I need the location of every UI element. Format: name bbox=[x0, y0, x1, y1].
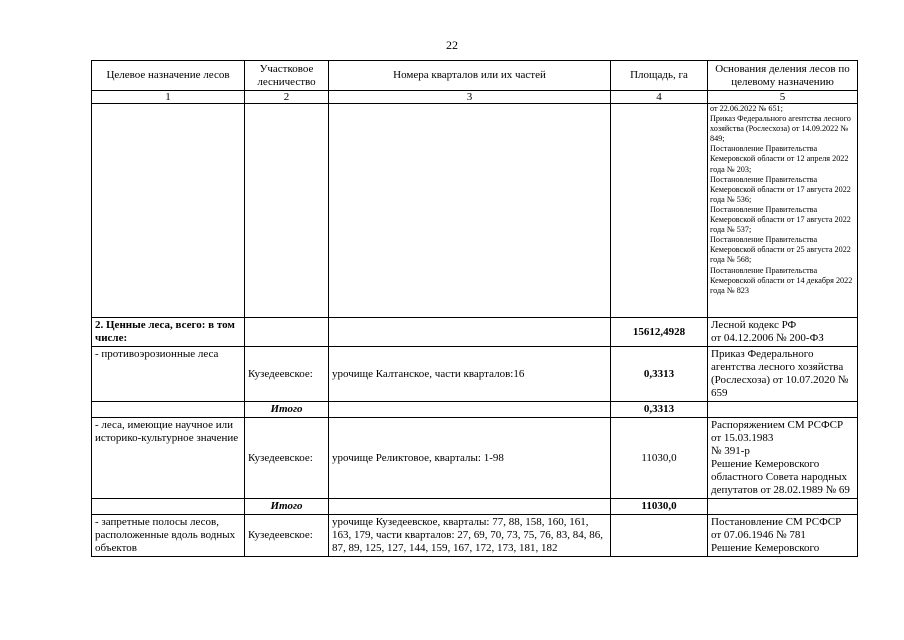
cell-empty bbox=[329, 499, 611, 515]
table-row-scientific bbox=[92, 418, 858, 499]
cell-basis bbox=[708, 515, 858, 557]
cell-purpose: - леса, имеющие научное или историко-культурное значение bbox=[92, 418, 245, 499]
column-number: 3 bbox=[329, 91, 611, 104]
header-forestry: Участковое лесничество bbox=[245, 61, 329, 91]
cell-empty bbox=[92, 402, 245, 418]
page-number: 22 bbox=[446, 38, 458, 52]
basis-text: Постановление СМ РСФСР от 07.06.1946 № 781 Решение Кемеровского bbox=[711, 516, 842, 554]
cell-total-label: Итого bbox=[245, 402, 329, 418]
cell-total-area: 0,3313 bbox=[611, 402, 708, 418]
table-row-erosion bbox=[92, 347, 858, 402]
cell-basis bbox=[708, 104, 858, 318]
table-row-continuation bbox=[92, 104, 858, 318]
column-number: 4 bbox=[611, 91, 708, 104]
cell-empty bbox=[611, 104, 708, 318]
column-number: 1 bbox=[92, 91, 245, 104]
cell-empty bbox=[329, 318, 611, 347]
table-row-erosion-total bbox=[92, 402, 858, 418]
cell-quarters: урочище Реликтовое, кварталы: 1-98 bbox=[329, 418, 611, 499]
table-header-row bbox=[92, 61, 858, 91]
basis-text: Распоряжением СМ РСФСР от 15.03.1983 № 391-р Решение Кемеровского областного Совета народных депутатов от 28.02.1989 № 69 bbox=[711, 419, 850, 496]
cell-forestry: Кузедеевское: bbox=[245, 515, 329, 557]
cell-quarters: урочище Кузедеевское, кварталы: 77, 88, 158, 160, 161, 163, 179, части кварталов: 27, 69, 70, 73, 75, 76, 83, 84, 86, 87, 89, 125, 127, 144, 159, 167, 172, 173, 181, 182 bbox=[329, 515, 611, 557]
cell-empty bbox=[245, 318, 329, 347]
column-number: 2 bbox=[245, 91, 329, 104]
cell-empty bbox=[708, 499, 858, 515]
header-quarters: Номера кварталов или их частей bbox=[329, 61, 611, 91]
cell-empty bbox=[708, 402, 858, 418]
cell-forestry: Кузедеевское: bbox=[245, 418, 329, 499]
cell-forestry: Кузедеевское: bbox=[245, 347, 329, 402]
forest-purpose-table bbox=[91, 60, 858, 557]
cell-empty bbox=[92, 499, 245, 515]
cell-basis bbox=[708, 318, 858, 347]
basis-text: от 22.06.2022 № 651; Приказ Федерального агентства лесного хозяйства (Рослесхоза) от 14.09.2022 № 849; Постановление Правительства Кемеровской области от 12 апреля 2022 года № 203; Постановление Правительства Кемеровской области от 17 августа 2022 года № 536; Постановление Правительства Кемеровской области от 17 августа 2022 года № 537; Постановление Правительства Кемеровской области от 25 августа 2022 года № 568; Постановление Правительства Кемеровской области от 14 декабря 2022 года № 823 bbox=[710, 104, 853, 295]
cell-purpose: - противоэрозионные леса bbox=[92, 347, 245, 402]
cell-purpose: 2. Ценные леса, всего: в том числе: bbox=[92, 318, 245, 347]
cell-area: 0,3313 bbox=[611, 347, 708, 402]
cell-empty bbox=[92, 104, 245, 318]
cell-purpose: - запретные полосы лесов, расположенные вдоль водных объектов bbox=[92, 515, 245, 557]
cell-basis: Приказ Федерального агентства лесного хозяйства (Рослесхоза) от 10.07.2020 № 659 bbox=[708, 347, 858, 402]
cell-empty bbox=[329, 402, 611, 418]
table-row-scientific-total bbox=[92, 499, 858, 515]
cell-area bbox=[611, 515, 708, 557]
cell-total-label: Итого bbox=[245, 499, 329, 515]
cell-area: 11030,0 bbox=[611, 418, 708, 499]
cell-area: 15612,4928 bbox=[611, 318, 708, 347]
cell-empty bbox=[329, 104, 611, 318]
header-basis: Основания деления лесов по целевому назначению bbox=[708, 61, 858, 91]
header-purpose: Целевое назначение лесов bbox=[92, 61, 245, 91]
header-area: Площадь, га bbox=[611, 61, 708, 91]
cell-total-area: 11030,0 bbox=[611, 499, 708, 515]
column-number-row bbox=[92, 91, 858, 104]
column-number: 5 bbox=[708, 91, 858, 104]
cell-basis bbox=[708, 418, 858, 499]
table-row-valuable-forests bbox=[92, 318, 858, 347]
cell-empty bbox=[245, 104, 329, 318]
basis-text: Лесной кодекс РФ от 04.12.2006 № 200-ФЗ bbox=[711, 319, 824, 344]
cell-quarters: урочище Калтанское, части кварталов:16 bbox=[329, 347, 611, 402]
table-row-water-protection bbox=[92, 515, 858, 557]
